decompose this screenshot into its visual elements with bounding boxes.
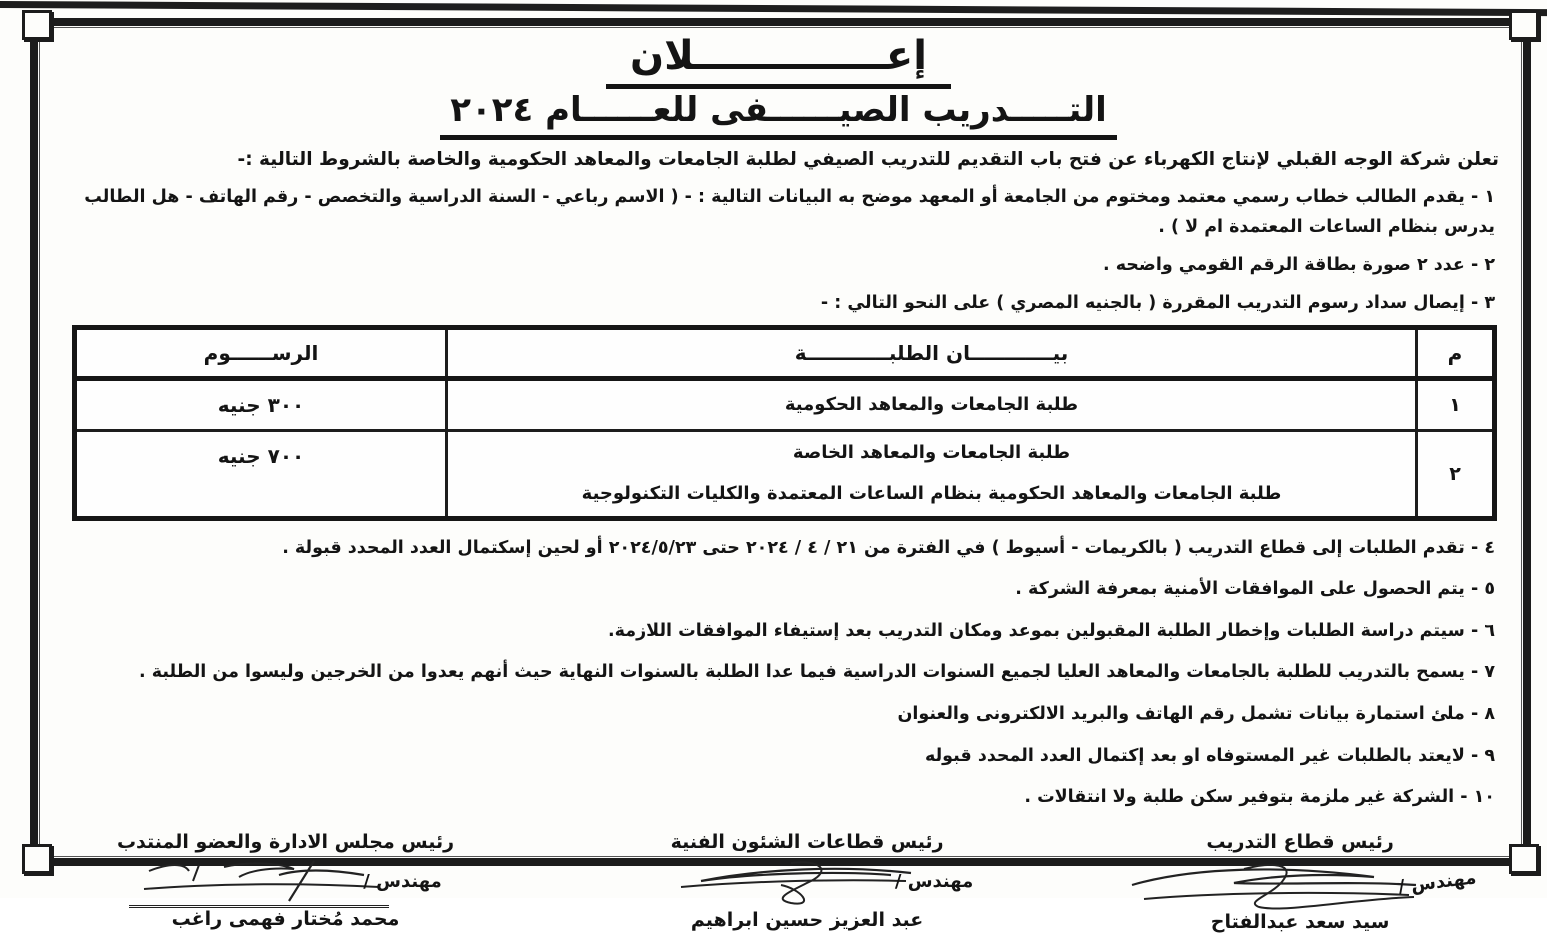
condition-item-10: ١٠ - الشركة غير ملزمة بتوفير سكن طلبة ولا انتقالات . [56,782,1495,813]
signature-scribble [641,855,921,909]
fees-table-header-row [75,328,1495,379]
intro-paragraph: تعلن شركة الوجه القبلي لإنتاج الكهرباء عن فتح باب التقديم للتدريب الصيفي لطلبة الجامعات والمعاهد الحكومية والخاصة بالشروط التالية :- [56,146,1499,174]
signature-line [641,855,973,909]
signature-technical-affairs-head [593,831,1022,933]
signature-prefix: مهندس / [895,871,973,892]
condition-item-3: ٣ - إيصال سداد رسوم التدريب المقررة ( بالجنيه المصري ) على النحو التالي : - [56,288,1495,319]
column-header-fees: الرســــــوم [75,328,447,379]
condition-item-2: ٢ - عدد ٢ صورة بطاقة الرقم القومي واضحه . [56,250,1495,281]
scan-artifact-line [0,1,1547,16]
column-header-number: م [1417,328,1495,379]
signature-name: سيد سعد عبدالفتاح [1211,911,1390,933]
row-student-category [447,431,1417,518]
title-block [56,34,1501,140]
table-row [75,431,1495,518]
signature-scribble [129,855,389,908]
condition-item-4: ٤ - تقدم الطلبات إلى قطاع التدريب ( بالكريمات - أسيوط ) في الفترة من ٢١ / ٤ / ٢٠٢٤ حتى ٢٠٢٤/٥/٢٣ أو لحين إسكتمال العدد المحدد قبولة . [56,533,1495,564]
signature-title: رئيس قطاع التدريب [1206,831,1394,853]
table-row [75,379,1495,431]
signature-title: رئيس قطاعات الشئون الفنية [671,831,944,853]
signature-prefix: مهندس / [1397,868,1477,898]
signature-title: رئيس مجلس الادارة والعضو المنتدب [117,831,454,853]
condition-item-8: ٨ - ملئ استمارة بيانات تشمل رقم الهاتف والبريد الالكترونى والعنوان [56,699,1495,730]
category-line: طلبة الجامعات والمعاهد الحكومية [456,390,1407,421]
row-fee: ٣٠٠ جنيه [75,379,447,431]
condition-item-6: ٦ - سيتم دراسة الطلبات وإخطار الطلبة المقبولين بموعد ومكان التدريب بعد إستيفاء الموافقات اللازمة. [56,616,1495,647]
document-body [38,26,1519,858]
signature-prefix: مهندس / [363,871,441,892]
condition-item-1: ١ - يقدم الطالب خطاب رسمي معتمد ومختوم من الجامعة أو المعهد موضح به البيانات التالية : - ( الاسم رباعي - السنة الدراسية والتخصص - رقم الهاتف - هل الطالب يدرس بنظام الساعات المعتمدة ام لا ) . [56,182,1495,243]
category-line: طلبة الجامعات والمعاهد الحكومية بنظام الساعات المعتمدة والكليات التكنولوجية [456,479,1407,510]
signature-name: عبد العزيز حسين ابراهيم [691,909,923,931]
signature-scribble [1124,855,1424,911]
signature-training-sector-head [1107,831,1493,933]
condition-item-5: ٥ - يتم الحصول على الموافقات الأمنية بمعرفة الشركة . [56,574,1495,605]
category-line: طلبة الجامعات والمعاهد الخاصة [456,438,1407,469]
signature-name: محمد مُختار فهمى راغب [172,908,400,930]
signatures-row [64,831,1493,933]
column-header-student-category: بيــــــــــــان الطلبــــــــــــة [447,328,1417,379]
announcement-title: إعــــــــــــــلان [606,34,951,89]
fees-table [72,325,1497,520]
condition-item-7: ٧ - يسمح بالتدريب للطلبة بالجامعات والمعاهد العليا لجميع السنوات الدراسية فيما عدا الطلبة بالسنوات النهاية حيث أنهم يعدوا من الخرجين وليسوا من الطلبة . [56,657,1495,688]
row-number: ١ [1417,379,1495,431]
signature-board-chairman [64,831,507,933]
signature-line [1124,855,1476,911]
condition-item-9: ٩ - لايعتد بالطلبات غير المستوفاه او بعد إكتمال العدد المحدد قبوله [56,741,1495,772]
row-fee: ٧٠٠ جنيه [75,431,447,518]
row-student-category [447,379,1417,431]
row-number: ٢ [1417,431,1495,518]
announcement-subtitle: التـــــدريب الصيــــــفى للعــــــام ٢٠٢٤ [440,91,1117,140]
signature-line [129,855,441,908]
